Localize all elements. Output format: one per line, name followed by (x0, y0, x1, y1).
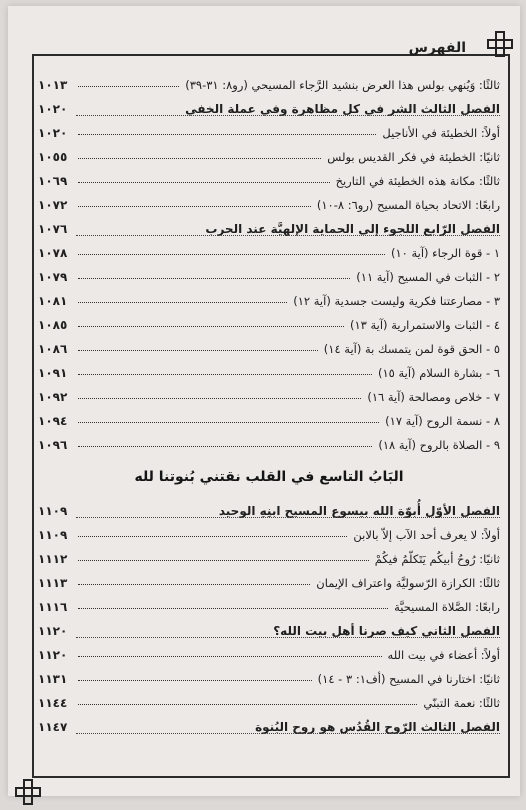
toc-page-number: ١٠٩٦ (38, 438, 68, 452)
toc-chapter-row (38, 710, 500, 734)
page-title: الفهرس (408, 40, 466, 56)
toc-page-number: ١١٢٠ (38, 624, 68, 638)
toc-entry-title: ٥ - الحق قوة لمن يتمسك بة (آية ١٤) (323, 342, 500, 356)
dot-leader (78, 445, 372, 447)
dot-leader (78, 205, 311, 207)
dot-leader (78, 181, 330, 183)
book-page (8, 6, 520, 796)
toc-entry-title: ٩ - الصلاة بالروح (آية ١٨) (378, 438, 500, 452)
toc-entry-row (38, 260, 500, 284)
toc-page-number: ١٠٧٨ (38, 246, 68, 260)
toc-page-number: ١٠٧٢ (38, 198, 68, 212)
toc-entry-title: ثالثًا: مكانة هذه الخطيئة في التاريخ (335, 174, 500, 188)
toc-entry-title: الفصل الأوّل أُبوّة الله بيسوع المسيح ابنِهِ الوحيد (218, 504, 500, 518)
toc-list (38, 68, 500, 734)
dot-leader (78, 110, 179, 111)
toc-entry-title: ٨ - نسمة الروح (آية ١٧) (385, 414, 500, 428)
toc-page-number: ١٠٥٥ (38, 150, 68, 164)
dot-leader (78, 277, 350, 279)
toc-page-number: ١٠٩٤ (38, 414, 68, 428)
dot-leader (78, 253, 385, 255)
dot-leader (78, 632, 267, 633)
dot-leader (78, 703, 417, 705)
toc-entry-row (38, 590, 500, 614)
toc-page-number: ١٠٨١ (38, 294, 68, 308)
toc-entry-title: الفصل الرّابع اللجوء إلى الحماية الإلهيَّة عند الحرب (205, 222, 500, 236)
dot-leader (78, 397, 361, 399)
dot-leader (78, 157, 321, 159)
toc-entry-title: ٣ - مصارعتنا فكرية وليست جسدية (آية ١٢) (293, 294, 500, 308)
toc-entry-title: ٧ - خلاص ومصالحة (آية ١٦) (367, 390, 500, 404)
toc-page-number: ١٠٦٩ (38, 174, 68, 188)
toc-entry-title: أولاً: لا يعرف أحد الآب إلاّ بالابن (353, 528, 500, 542)
dot-leader (78, 559, 369, 561)
toc-entry-title: الفصل الثالث الرّوح القُدُس هو روح البُنوة (255, 720, 500, 734)
toc-page-number: ١١٢٠ (38, 648, 68, 662)
toc-page-number: ١١٣١ (38, 672, 68, 686)
toc-entry-row (38, 68, 500, 92)
dot-leader (78, 679, 312, 681)
toc-page-number: ١٠٢٠ (38, 102, 68, 116)
toc-entry-title: ثالثًا: الكرازة الرّسوليَّة واعتراف الإيمان (316, 576, 500, 590)
toc-entry-row (38, 332, 500, 356)
toc-entry-title: ثالثًا: وَيُنهي بولس هذا العرض بنشيد الرَّجاء المسيحي (رو٨: ٣١-٣٩) (185, 78, 500, 92)
dot-leader (78, 325, 344, 327)
toc-entry-row (38, 164, 500, 188)
toc-entry-title: ٢ - الثبات في المسيح (آية ١١) (356, 270, 500, 284)
toc-entry-title: ثانيًا: رُوحُ أبيكُم يَتَكلّمُ فيكُمْ (374, 552, 500, 566)
dot-leader (78, 373, 372, 375)
toc-page-number: ١١١٢ (38, 552, 68, 566)
toc-entry-title: رابعًا: الصَّلاة المسيحيَّة (394, 600, 500, 614)
dot-leader (78, 349, 318, 351)
toc-page-number: ١١١٦ (38, 600, 68, 614)
toc-entry-title: ١ - قوة الرجاء (آية ١٠) (390, 246, 500, 260)
toc-entry-title: ٦ - بشارة السلام (آية ١٥) (377, 366, 500, 380)
toc-entry-title: أولاً: أعضاء في بيت الله (387, 648, 500, 662)
toc-page-number: ١٠٩١ (38, 366, 68, 380)
toc-chapter-row (38, 494, 500, 518)
toc-entry-row (38, 404, 500, 428)
toc-chapter-row (38, 92, 500, 116)
toc-entry-row (38, 140, 500, 164)
dot-leader (78, 85, 179, 87)
toc-entry-title: الفصل الثاني كيف صرنا أهل بيت الله؟ (273, 624, 500, 638)
dot-leader (78, 728, 249, 729)
toc-page-number: ١١٠٩ (38, 504, 68, 518)
cross-ornament-icon (14, 778, 42, 806)
toc-entry-title: ثالثًا: نعمة التبنّي (423, 696, 500, 710)
toc-chapter-row (38, 212, 500, 236)
toc-entry-row (38, 308, 500, 332)
toc-entry-title: ٤ - الثبات والاستمرارية (آية ١٣) (349, 318, 500, 332)
toc-entry-row (38, 542, 500, 566)
toc-entry-row (38, 518, 500, 542)
toc-page-number: ١١١٣ (38, 576, 68, 590)
toc-entry-row (38, 566, 500, 590)
dot-leader (78, 301, 287, 303)
toc-entry-title: ثانيًا: الخطيئة في فكر القديس بولس (327, 150, 500, 164)
toc-page-number: ١٠٧٦ (38, 222, 68, 236)
toc-entry-row (38, 662, 500, 686)
toc-page-number: ١١٤٧ (38, 720, 68, 734)
dot-leader (78, 583, 310, 585)
dot-leader (78, 512, 213, 513)
toc-page-number: ١٠٧٩ (38, 270, 68, 284)
toc-entry-row (38, 116, 500, 140)
toc-entry-title: أولاً: الخطيئة في الأناجيل (382, 126, 500, 140)
dot-leader (78, 421, 379, 423)
cross-ornament-icon (486, 30, 514, 58)
dot-leader (78, 230, 199, 231)
toc-entry-row (38, 638, 500, 662)
dot-leader (78, 655, 382, 657)
toc-entry-row (38, 284, 500, 308)
toc-page-number: ١١٠٩ (38, 528, 68, 542)
toc-entry-row (38, 236, 500, 260)
toc-entry-row (38, 686, 500, 710)
dot-leader (78, 133, 376, 135)
toc-page-number: ١٠٢٠ (38, 126, 68, 140)
toc-chapter-row (38, 614, 500, 638)
toc-entry-title: ثانيًا: اختارنا في المسيح (أف١: ٣ - ١٤) (317, 672, 500, 686)
toc-entry-row (38, 428, 500, 452)
dot-leader (78, 535, 347, 537)
toc-page-number: ١٠١٣ (38, 78, 68, 92)
toc-page-number: ١٠٨٦ (38, 342, 68, 356)
toc-entry-title: الفصل الثالث الشر في كل مظاهرة وفي عملة الخفي (185, 102, 500, 116)
toc-entry-title: رابعًا: الاتحاد بحياة المسيح (رو٦: ٨-١٠) (316, 198, 500, 212)
toc-entry-row (38, 356, 500, 380)
toc-page-number: ١٠٩٢ (38, 390, 68, 404)
toc-page-number: ١٠٨٥ (38, 318, 68, 332)
toc-page-number: ١١٤٤ (38, 696, 68, 710)
dot-leader (78, 607, 388, 609)
part-title: البَابُ التاسع في القلب نقتني بُنوتنا لله (134, 469, 404, 485)
toc-entry-row (38, 380, 500, 404)
toc-entry-row (38, 188, 500, 212)
